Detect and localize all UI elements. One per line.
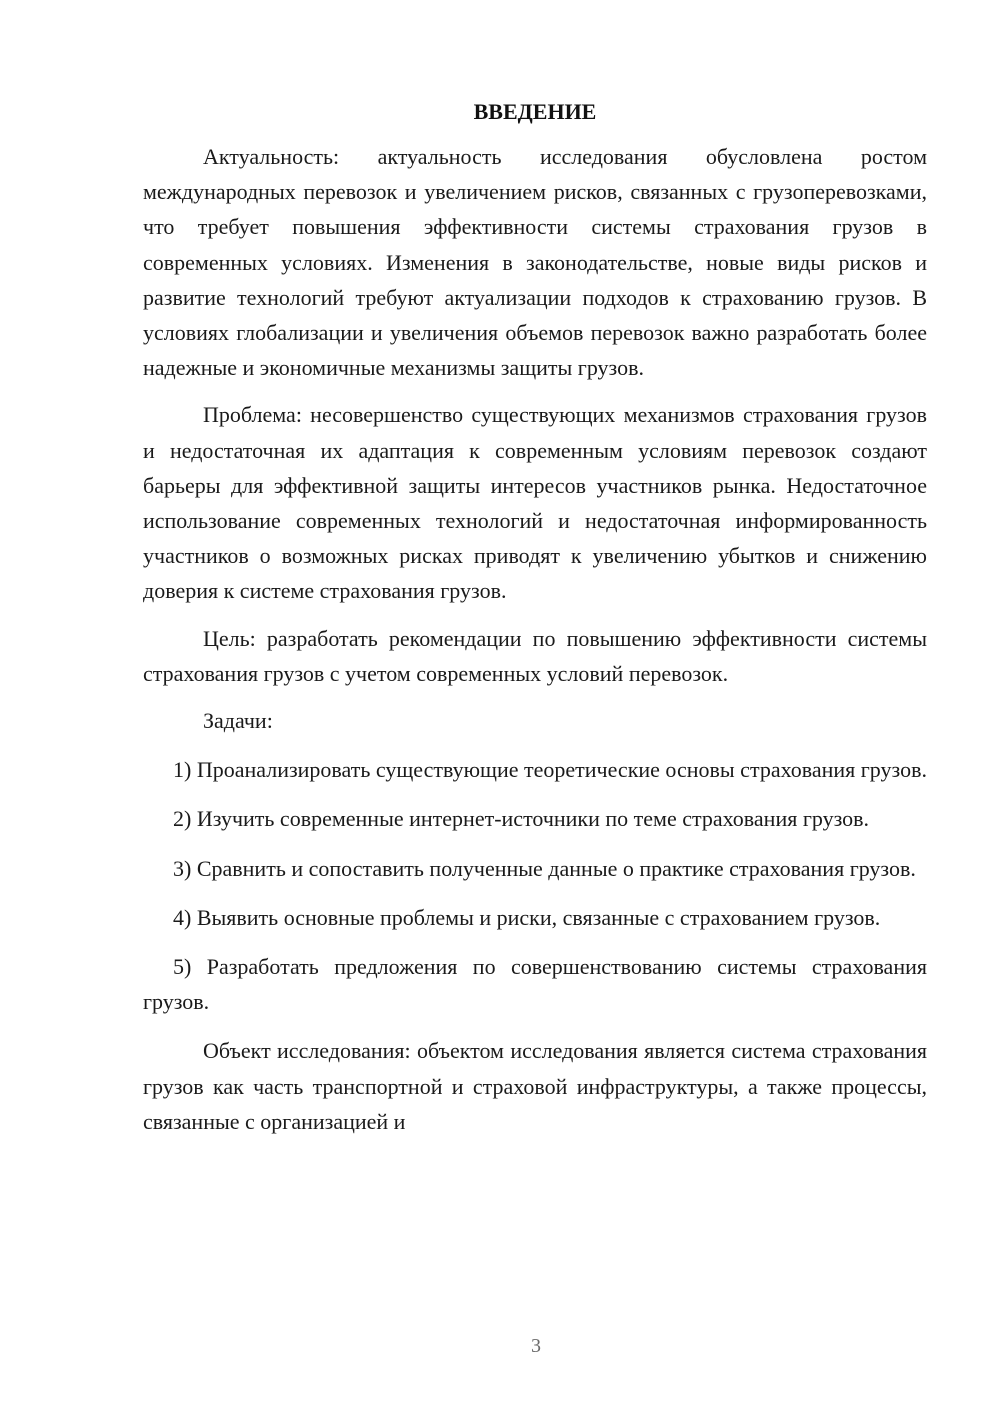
paragraph-goal: Цель: разработать рекомендации по повышению эффективности системы страхования грузов с учетом современных условий перевозок.: [143, 625, 927, 686]
list-item: 1) Проанализировать существующие теоретические основы страхования грузов.: [173, 757, 927, 783]
list-item: 3) Сравнить и сопоставить полученные данные о практике страхования грузов.: [173, 855, 916, 881]
tasks-heading: Задачи:: [203, 708, 273, 734]
paragraph-actuality: Актуальность: актуальность исследования обусловлена ростом международных перевозок и увеличением рисков, связанных с грузоперевозками, что требует повышения эффективности системы страхования грузов в современных условиях. Изменения в законодательстве, новые виды рисков и развитие технологий требуют актуализации подходов к страхованию грузов. В условиях глобализации и увеличения объемов перевозок важно разработать более надежные и экономичные механизмы защиты грузов.: [143, 144, 927, 381]
document-body: [143, 94, 927, 1151]
page-number: 3: [531, 1335, 541, 1357]
paragraph-problem: Проблема: несовершенство существующих механизмов страхования грузов и недостаточная их адаптация к современным условиям перевозок создают барьеры для эффективной защиты интересов участников рынка. Недостаточное использование современных технологий и недостаточная информированность участников о возможных рисках приводят к увеличению убытков и снижению доверия к системе страхования грузов.: [143, 402, 927, 604]
tasks-list: [143, 752, 927, 1019]
list-item: 5) Разработать предложения по совершенствованию системы страхования грузов.: [143, 954, 927, 1015]
page-title: ВВЕДЕНИЕ: [473, 99, 597, 124]
list-item: 4) Выявить основные проблемы и риски, связанные с страхованием грузов.: [173, 904, 881, 930]
list-item: 2) Изучить современные интернет-источники по теме страхования грузов.: [173, 806, 870, 832]
paragraph-object: Объект исследования: объектом исследования является система страхования грузов как часть транспортной и страховой инфраструктуры, а также процессы, связанные с организацией и: [143, 1038, 927, 1134]
